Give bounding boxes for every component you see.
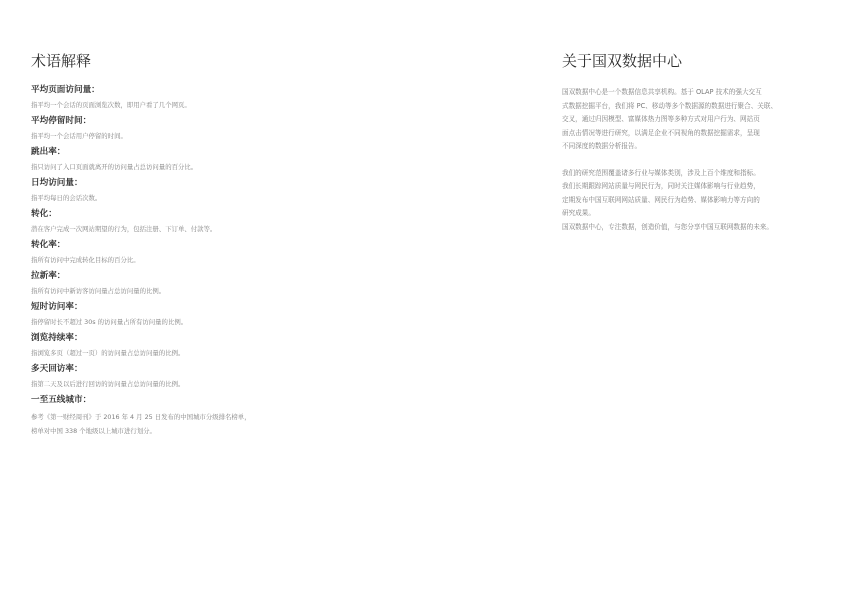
glossary-term-list <box>31 84 461 438</box>
term-definition <box>31 224 461 234</box>
glossary-term <box>31 177 461 203</box>
about-paragraph-line: 式数据挖掘平台，我们将 PC、移动等多个数据源的数据进行聚合、关联、 <box>562 101 778 110</box>
about-paragraph-line: 国双数据中心，专注数据，创造价值，与您分享中国互联网数据的未来。 <box>562 222 773 231</box>
term-name: 浏览持续率： <box>31 333 83 343</box>
glossary-term <box>31 84 461 110</box>
about-paragraph-line: 我们长期跟踪网站质量与网民行为，同时关注媒体影响与行业趋势， <box>562 182 760 190</box>
about-title: 关于国双数据中心 <box>562 52 683 70</box>
term-name: 转化： <box>31 209 57 219</box>
glossary-term <box>31 270 461 296</box>
term-definition-line: 指浏览多页（超过一页）的访问量占总访问量的比例。 <box>31 349 185 357</box>
about-paragraph <box>562 86 807 154</box>
term-definition <box>31 193 461 203</box>
about-paragraph-line: 我们的研究范围覆盖诸多行业与媒体类别，涉及上百个维度和指标。 <box>562 168 760 177</box>
term-definition <box>31 286 461 296</box>
term-name: 拉新率： <box>31 271 66 281</box>
term-definition-line: 指所有访问中新访客访问量占总访问量的比例。 <box>31 287 166 295</box>
term-definition-line: 潜在客户完成一次网站期望的行为，包括注册、下订单、付款等。 <box>31 225 217 233</box>
glossary-term <box>31 208 461 234</box>
glossary-term <box>31 239 461 265</box>
term-definition-line: 指所有访问中完成转化目标的百分比。 <box>31 256 140 264</box>
term-name: 平均页面访问量： <box>31 85 100 95</box>
term-definition <box>31 379 461 389</box>
glossary-term <box>31 332 461 358</box>
term-definition <box>31 162 461 172</box>
about-paragraph-line: 国双数据中心是一个数据信息共享机构。基于 OLAP 技术的强大交互 <box>562 88 762 96</box>
about-paragraph <box>562 167 807 235</box>
term-definition-line: 指平均一个会话用户停留的时间。 <box>31 132 127 140</box>
term-name: 平均停留时间： <box>31 116 92 126</box>
about-paragraph-line: 交叉，通过归因模型、富媒体热力图等多种方式对用户行为、网站页 <box>562 115 760 123</box>
term-definition <box>31 131 461 141</box>
term-name: 多天回访率： <box>31 364 83 374</box>
term-definition-line: 指停留时长不超过 30s 的访问量占所有访问量的比例。 <box>31 318 188 326</box>
term-name: 跳出率： <box>31 147 66 157</box>
term-definition <box>31 410 461 438</box>
glossary-title: 术语解释 <box>31 52 92 70</box>
term-definition-line: 榜单对中国 338 个地级以上城市进行划分。 <box>31 427 156 435</box>
term-definition-line: 指第二天及以后进行回访的访问量占总访问量的比例。 <box>31 380 185 388</box>
glossary-term <box>31 301 461 327</box>
term-name: 转化率： <box>31 240 66 250</box>
glossary-term <box>31 363 461 389</box>
glossary-section <box>31 52 461 443</box>
term-definition-line: 指平均每日的会话次数。 <box>31 194 102 202</box>
term-name: 一至五线城市： <box>31 395 92 405</box>
about-section <box>562 52 807 247</box>
about-paragraph-line: 不同深度的数据分析报告。 <box>562 142 642 150</box>
term-definition <box>31 348 461 358</box>
about-paragraph-line: 研究成果。 <box>562 209 595 217</box>
glossary-term <box>31 115 461 141</box>
about-paragraph-line: 定期发布中国互联网网站质量、网民行为趋势、媒体影响力等方向的 <box>562 195 760 204</box>
glossary-term <box>31 394 461 438</box>
term-definition-line: 参考《第一财经周刊》于 2016 年 4 月 25 日发布的中国城市分级排名榜单， <box>31 413 251 421</box>
term-name: 日均访问量： <box>31 178 83 188</box>
about-paragraph-line: 面点击情况等进行研究，以满足企业不同视角的数据挖掘需求，呈现 <box>562 128 760 137</box>
term-definition <box>31 255 461 265</box>
term-definition <box>31 100 461 110</box>
term-name: 短时访问率： <box>31 302 83 312</box>
term-definition <box>31 317 461 327</box>
term-definition-line: 指平均一个会话的页面浏览次数，即用户看了几个网页。 <box>31 101 191 109</box>
term-definition-line: 指只访问了入口页面就离开的访问量占总访问量的百分比。 <box>31 163 198 171</box>
glossary-term <box>31 146 461 172</box>
